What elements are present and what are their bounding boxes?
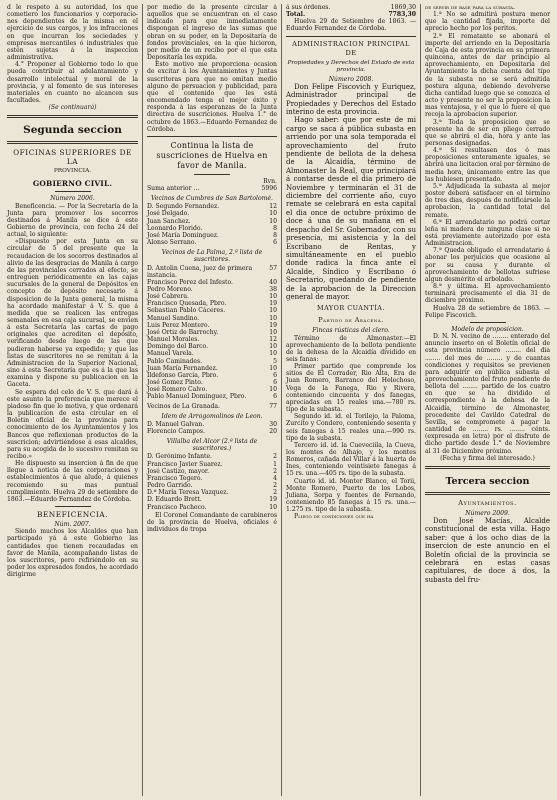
column-3 (281, 4, 420, 796)
divider (425, 466, 550, 469)
admin-subheading: Propiedades y Derechos del Estado de esta provincia. (287, 59, 415, 73)
subscriber-amount: 10 (269, 328, 277, 336)
subscriber-name: Luis Perez Montero. (147, 321, 210, 329)
subscriber-amount: 10 (269, 386, 277, 394)
subscriber-name: Pedro Garrido. (147, 482, 193, 490)
notice-number: Núm. 2007. (54, 521, 91, 529)
ledger-row (286, 4, 416, 11)
subscriber-name: José María Dominguez. (147, 231, 219, 239)
admin-heading: ADMINISTRACION PRINCIPAL DE (292, 39, 410, 57)
divider (7, 115, 138, 118)
mayor-cuantia-heading: MAYOR CUANTÍA. (317, 304, 385, 313)
subscriber-name: José Gomez Pinto. (147, 379, 203, 387)
notice-paragraph: por medio de la presente circular á aquellos que se encuentran en el caso indicado para que inmediatamente dispongan el ingreso de las sumas que obran en su poder, en la Depositaría de fondos provinciales, en la que hicieron, por medio de un recibo por el que esta Depositaría les expida. (147, 4, 277, 62)
subscriber-row (147, 496, 277, 503)
subscriber-name: Pablo Caminades. (147, 357, 203, 365)
subscriber-amount: 38 (269, 286, 277, 293)
subscriber-amount: 57 (269, 264, 277, 272)
subscriber-amount: 8 (273, 224, 277, 232)
subscriber-amount: 20 (269, 427, 277, 435)
subscriber-name: Francisco Quesada, Pbro. (147, 300, 227, 308)
subscriber-name: José Cabrera. (147, 293, 189, 301)
subscriber-amount: 10 (269, 364, 277, 372)
subscriber-row (147, 343, 277, 350)
signature-note: (Fecha y firma del interesado.) (440, 454, 535, 462)
subscriber-name: Francisco Pacheco. (147, 503, 207, 511)
subscriber-name: Juan Sanchez. (147, 217, 191, 225)
column-2 (142, 4, 281, 796)
notice-paragraph: Don Felipe Fiscovich y Euriquez, Administrador principal de Propiedades y Derechos del Estado interino de esta provincia. (286, 82, 416, 116)
subscriber-amount: 2 (273, 482, 277, 490)
subscriber-row (147, 300, 277, 307)
notice-paragraph: «Dispuesto por esta Junta en su circular de 5 del presente que la recaudacion de los socorros destinados al alivio de las desgracias de Manila á cargo de las provinciales cerrados al efecto, se entreguen periódicamente en las cajas sucursales de la general de Depósitos en concepto de depósito necesario á disposicion de la Junta general, la misma ha acordado manifestar á V. S. que á medida que se realicen las entregas semanales en esa caja sucursal, se envien á esta Secretaría las cartas de pago originales que acrediten el depósito, verificando desde luego de las que pudieran haberse ya expedido; y que las listas de suscritores no se remitan á la Administracion de la Superior Nacional, sino á esta Secretaría que es á la que las examina y dispone su publicacion en la Gaceta. (7, 238, 138, 389)
subscriber-amount: 10 (269, 307, 277, 315)
subscriber-row (147, 393, 277, 400)
ledger-value: 1869,30 (390, 4, 416, 11)
fincas-subheading: Fincas rústicas del clero. (312, 327, 390, 335)
subscriber-amount: 8 (273, 231, 277, 239)
condition-8: 8.ª y última. El aprovechamiento terminará precisamente el dia 31 de diciembre próximo. (425, 283, 550, 305)
subscriber-row (147, 329, 277, 336)
subscriber-amount: 6 (273, 393, 277, 401)
subscriber-row (147, 482, 277, 489)
subscriber-row (147, 232, 277, 239)
subscriber-name: Manuel Varela. (147, 350, 194, 358)
subscriber-row (147, 428, 277, 435)
subscriber-name: Francisco Tegero. (147, 474, 203, 482)
subscription-list-heading: Continua la lista de suscriciones de Huelva en favor de Manila. (156, 140, 268, 170)
subscriber-row (147, 350, 277, 357)
subscriber-row (147, 358, 277, 365)
notice-paragraph: Siendo muchos los Alcaldes que han participado yá á este Gobierno las cantidades que tienen recaudadas en favor de Manila, acompañando listas de los suscritores, pero refiriéndolo en su poder los expresados fondos, he acordado dirigirme (7, 528, 138, 579)
divider (55, 506, 91, 507)
subscriber-row (147, 461, 277, 468)
divider (7, 141, 138, 144)
subscriber-list (147, 421, 277, 435)
subscriber-name: Pedro Moreno. (147, 286, 193, 293)
subscriber-row (147, 365, 277, 372)
subscriber-row (147, 293, 277, 300)
notice-paragraph: Tercero id. id. la Cueveciila, la Cueva, los montes de Alhajo, y los montes Romeros, cañada del Villar á la huerta de Ines, conteniendo veintisiete fanegas á 15 rs. una.—405 rs. tipo de la subasta. (286, 441, 416, 478)
notice-paragraph: de servir de base para la subasta. (425, 4, 515, 11)
beneficencia-heading: BENEFICENCIA. (36, 510, 108, 520)
subscriber-row (147, 279, 277, 286)
subscriber-name: Manuel Sandino. (147, 314, 200, 322)
ledger-label: Total. (286, 11, 306, 19)
column-1 (3, 4, 142, 796)
list-title: Vecinos de La Palma, 2.ª lista de suscritores. (161, 249, 263, 264)
ayuntamientos-heading: Ayuntamientos. (458, 498, 517, 507)
subscriber-row (147, 265, 277, 279)
subscriber-name: José Romero Calvo. (147, 386, 208, 394)
list-title: Villalba del Alcor (2.ª lista de suscritores.) (166, 438, 258, 453)
subscriber-row (147, 218, 277, 225)
condition-3: 3.ª Toda la proposicion que se presente ha de ser en pliego cerrado que se abrirá el dia, hora y ante las personas designadas. (425, 118, 550, 147)
subscriber-row (147, 386, 277, 393)
list-title: Vecinos de Cumbres de San Bartolomé. (151, 195, 273, 203)
notice-paragraph: Esto motivo me proporciona ocasion de excitar á los Ayuntamientos y Juntas suscritoras para que no omitan medio alguno de persuacion y publicidad, para que el contenido que les está encomendado tenga el mejor éxito y responda á las esperanzas de la Junta directiva de suscriciones. Huelva 1.° de octubre de 1863.—Eduardo Fernandez de Córdoba. (147, 61, 277, 133)
condition-2: 2.ª El rematante se abonará el importe del arriendo en la Depositaría de Caja de esta provincia en su primera quincena, antes de dar principio al aprovechamiento, en Depositaría del Ayuntamiento la dicha cuenta del tipo de la subasta no se será admitida postura alguna, debiendo devolverse dicha cantidad luego que se conozca el acto y presente no ser la proposicion la mas ventajosa, y el que lo fuere el que recoja la aprobacion superior. (425, 32, 550, 119)
condition-7: 7.ª Queda obligado el arrendatario á abonar los perjuicios que ocasione al por su causa y durante el aprovechamiento de bellotas sufriese algun desmérito el arbolado. (425, 247, 550, 283)
subscriber-amount: 2 (273, 489, 277, 497)
section-heading-segunda: Segunda seccion (23, 124, 122, 137)
subscriber-amount: 40 (269, 278, 277, 286)
condition-4: 4.ª Si resultasen dos ó mas proposiciones enteramente iguales, se abrirá una licitacion oral por término de media hora, únicamente entre las que las hubiesen presentado. (425, 147, 550, 183)
subscriber-name: Manuel Morales. (147, 336, 200, 344)
subscriber-row (147, 504, 277, 511)
subscriber-amount: 5 (273, 357, 277, 365)
subscriber-amount: 10 (269, 293, 277, 301)
condition-1: 1.ª No se admitirá postura menor que la cantidad fijada, importe del aprecio hecho por los peritos. (425, 11, 550, 33)
subscriber-amount: 6 (273, 379, 277, 387)
condition-5: 5.ª Adjudicada la subasta al mejor postor deberá satisfacer en el término de tres dias, después de notificársele la aprobacion, la cantidad total del remate. (425, 182, 550, 219)
notice-paragraph: He dispuesto su insercion á fin de que llegue á noticia de las corporaciones y establecimientos á que alude, á quienes recomiendo su mas puntual cumplimiento. Huelva 29 de setiembre de 1863.—Eduardo Fernandez de Córdoba. (7, 460, 138, 503)
list-value: 77 (269, 402, 277, 410)
notice-number: Número 2009. (465, 509, 510, 517)
subscriber-name: Pablo Manuel Dominguez, Pbro. (147, 393, 247, 401)
list-title: Idem de Arrogomolinos de Leon. (161, 412, 263, 420)
divider (147, 136, 277, 137)
subscriber-name: Leonardo Florido. (147, 224, 203, 232)
divider (194, 174, 230, 175)
subscriber-amount: 19 (269, 496, 277, 504)
to-be-continued: (Se continuará) (48, 104, 97, 112)
subscriber-amount: 10 (269, 210, 277, 218)
previous-sum-label: Suma anterior ... (147, 184, 200, 192)
subscriber-amount: 10 (269, 314, 277, 322)
subscriber-name: José Ortiz de Barrochy. (147, 328, 219, 336)
subscriber-name: D. Gerónimo Infante. (147, 453, 212, 461)
subscriber-name: Francisco Javier Suarez. (147, 460, 223, 468)
notice-paragraph: El Coronel Comandante de carabineros de la provincia de Huelva, oficiales é individuos de tropa (147, 511, 277, 533)
subscriber-name: D. Manuel Galvan. (147, 420, 205, 428)
subscriber-name: D. Antolin Cuena, juez de primera instancia. (147, 264, 253, 279)
modelo-heading: Modelo de proposicion. (451, 325, 524, 333)
subscriber-name: Francisco Perez del Infesto. (147, 278, 233, 286)
subscriber-list (147, 453, 277, 510)
notice-paragraph: Segundo id. id. el Torilejo, la Paloma, Zurcito y Condero, conteniendo sesenta y seis fanegas á 15 reales una.—990 rs. tipo de la subasta. (286, 413, 416, 442)
subscriber-amount: 10 (269, 343, 277, 351)
subscriber-name: José Castizo, mayor. (147, 467, 210, 475)
subscriber-amount: 19 (269, 321, 277, 329)
subscriber-row (147, 489, 277, 496)
section-heading-tercera: Tercera seccion (445, 475, 530, 487)
subscriber-row (147, 453, 277, 460)
subscriber-row (147, 307, 277, 314)
list-title: Vecinos de La Granada. (147, 402, 220, 410)
subscriber-row (147, 225, 277, 232)
subscriber-list (147, 265, 277, 401)
subscriber-amount: 10 (269, 350, 277, 358)
subscriber-amount: 10 (269, 217, 277, 225)
subscriber-row (147, 475, 277, 482)
model-proposal-text: D. N. N. vecino de ........ enterado del anuncio inserto en el Boletín oficial de esta provincia número ........ del dia ........ del mes de ........ y de cuantas condiciones y requisitos se previenen para adquirir en pública subasta el aprovechamiento del fruto pendiente de bellota del ........ partido de los cuatro en que se ha dividido el correspondiente á la dehesa de la Alcaidía, término de Almonaster, procedente del Cavildo Catedral de Sevilla, se compromete á pagar la cantidad de ........ rs. ........ cénts. (expresada en letra) por el disfrute de dicho partido desde 1.° de Noviembre al 31 de Diciembre próximo. (425, 333, 550, 455)
subscriber-amount: 12 (269, 203, 277, 211)
subscriber-row (147, 210, 277, 217)
notice-paragraph: Término de Almonaster.—El aprovechamiento de la bellota pendiente de la dehesa de la Alcaidía dividido en seis fanas: (286, 334, 416, 363)
subscriber-amount: 6 (273, 239, 277, 247)
subscriber-row (147, 336, 277, 343)
subscriber-row (147, 372, 277, 379)
divider (55, 191, 91, 192)
currency-label: Rvn. (263, 177, 277, 185)
subscriber-name: Ildefonso García, Pbro. (147, 371, 219, 379)
subscriber-amount: 19 (269, 300, 277, 308)
partido-heading: Partido de Aracena. (318, 316, 384, 325)
notice-paragraph: Hago saber: que por este de mi cargo se saca á pública subasta en arriendo por una sola temporada el aprovechamiento del fruto pendiente de bellota de la dehesa de la Alcaidía, término de Almonaster la Real, que principiará á contarse desde el dia primero de Noviembre y terminarán el 31 de diciembre del corriente año, cuyo remate se celebrará en esta capital el dia once de octubre próximo de doce á una de su mañana en el despacho del Sr. Gobernador, con su presencia, mi asistencia y la del Escribano de Rentas, y simultáneamente en el pueblo donde radica la finca ante el Alcalde, Síndico y Escribano ó Secretario, quedando de pendiente de la aprobacion de la Direccion general de mayor. (286, 116, 416, 301)
ledger-total-row (286, 11, 416, 18)
subscriber-name: D.ª María Teresa Vazquez. (147, 489, 229, 497)
subscriber-name: D. Segundo Fernandez. (147, 203, 220, 211)
notice-paragraph: Cuarto id. id. Monter Blanco, el Torii, Monte Romero, Puerto de los Lobos, Juliana, Sorpa y fuentes de Fernando, conteniendo 85 fanegas á 15 rs. una.—1.275 rs. tipo de la subasta. (286, 477, 416, 514)
divider (470, 322, 506, 323)
subscriber-row (147, 379, 277, 386)
subscriber-row (147, 239, 277, 246)
subscriber-name: D. Eduardo Brett. (147, 496, 202, 504)
subscriber-name: Domingo del Barco. (147, 343, 209, 351)
oficinas-heading: OFICINAS SUPERIORES DE LA (13, 148, 132, 167)
gobierno-civil-heading: GOBIERNO CIVIL. (32, 179, 113, 189)
subscriber-name: José Delgado. (147, 210, 190, 218)
subscriber-name: Juan María Fernandez. (147, 364, 218, 372)
list-total-row (147, 403, 277, 410)
notice-date: Huelva 28 de setiembre de 1863. —Felipe Fiscovich. (425, 304, 550, 319)
notice-paragraph: Beneficencia. — Por la Secretaría de la Junta para promover los socorros destinados á Manila se dice á este Gobierno de provincia, con fecha 24 del actual, lo siguiente: (7, 202, 138, 239)
article-clause-4: 4.° Proponer al Gobierno todo lo que pueda contribuir al adelantamiento y desarrollo intelectual y moral de la provincia, y al fomento de sus intereses materiales en cuanto no alcancen sus facultades. (7, 61, 138, 105)
divider (286, 36, 416, 37)
notice-number: Número 2006. (50, 195, 95, 203)
subscriber-amount: 4 (273, 474, 277, 482)
subscriber-amount: 2 (273, 453, 277, 461)
previous-sum-value: 5996 (261, 184, 277, 192)
subscriber-row (147, 468, 277, 475)
subscriber-row (147, 315, 277, 322)
notice-paragraph: Primer partido que comprende los sitios de El Corrader, Rio Alta, Era de Juan Romero, Barranco del Helechoso, Vega de la Fanega, Rio y Rivera, conteniendo cincuenta y dos fanegas, apreciadas en 15 reales una.—780 rs. tipo de la subasta. (286, 363, 416, 414)
subscriber-row (147, 322, 277, 329)
notice-paragraph: Pliego de condiciones que ha (294, 513, 374, 521)
notice-paragraph: Don José Macías, Alcalde constitucional de esta villa. Hago saber: que á los ocho dias de la insercion de este anuncio en el Boletín oficial de la provincia se celebrará en estas casas capitulares, de doce á dos, la subasta del fru- (425, 517, 550, 584)
subscriber-amount: 2 (273, 467, 277, 475)
previous-sum-row (147, 185, 277, 192)
ledger-value: 7783,30 (388, 11, 416, 19)
notice-paragraph: Se espera del celo de V. S. que dará á este asunto la preferencia que merece el piadoso fin que lo motiva, y que ordenará la publicacion de esta circular en el Boletin oficial de la provincia para conocimiento de los Ayuntamientos y los Bancos que reflexionan productos de la suscricion; advirtiéndose á esas alcaldes, para su acogida de lo sucesivo remitan su recibo.» (7, 388, 138, 460)
ledger-label: á sus órdenes. (286, 4, 331, 11)
column-4 (420, 4, 554, 796)
subscriber-amount: 12 (269, 336, 277, 344)
subscriber-name: Alonso Serrano. (147, 239, 197, 247)
subscriber-amount: 10 (269, 503, 277, 511)
notice-date: Huelva 29 de Setiembre de 1863. —Eduardo Fernandez de Córdoba. (286, 18, 416, 33)
condition-6: 6.ª El arrendatario no podrá cortar leña ni madera de ninguna clase si no está previamente autorizado por esta Administracion. (425, 218, 550, 248)
subscriber-row (147, 203, 277, 210)
provincia-subheading: PROVINCIA. (53, 168, 92, 175)
subscriber-row (147, 286, 277, 293)
subscriber-name: Florencio Campos. (147, 427, 205, 435)
subscriber-amount: 6 (273, 371, 277, 379)
subscriber-amount: 1 (273, 460, 277, 468)
subscriber-list (147, 203, 277, 246)
article-fragment: d le respeto á su autoridad, los que cometiero los funcionarios y corporacio-nes dependientes de la misma en el ejercicio de sus cargos, y los infracciones en que incurran los sociedades y empresas mercantiles ó industriales que estén sujetas á la inspeccion administrativa. (7, 4, 138, 62)
subscriber-row (147, 421, 277, 428)
notice-number: Número 2008. (328, 75, 374, 83)
subscriber-amount: 30 (269, 420, 277, 428)
divider (425, 492, 550, 495)
subscriber-name: Sebastian Pablo Cáceres. (147, 307, 226, 315)
